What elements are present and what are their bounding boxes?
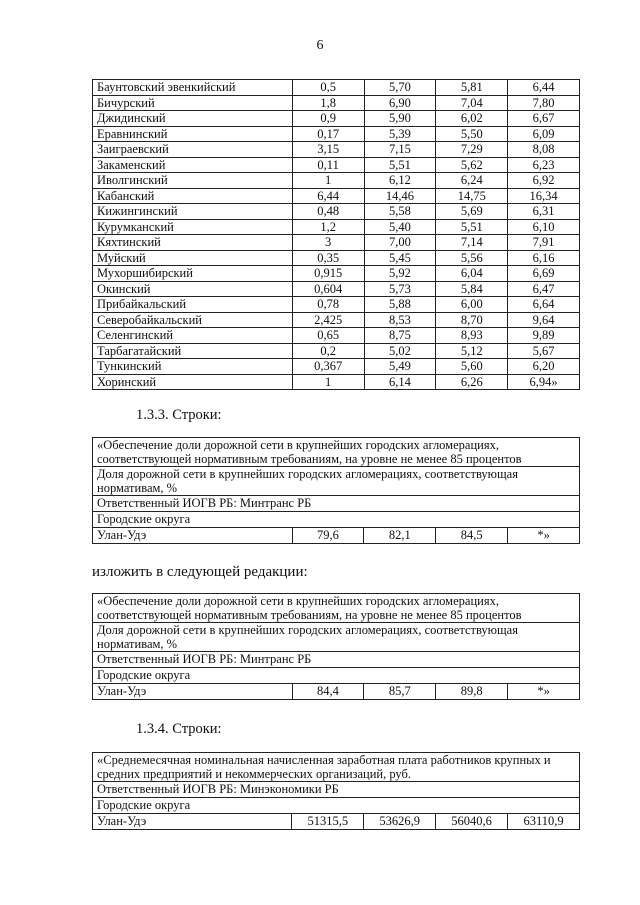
district-value-1: 3,15 xyxy=(292,142,364,158)
district-value-2: 5,45 xyxy=(364,250,436,266)
district-name: Муйский xyxy=(93,250,293,266)
districts-table xyxy=(92,79,580,390)
district-row xyxy=(93,80,580,96)
district-value-3: 7,29 xyxy=(436,142,508,158)
district-value-1: 0,915 xyxy=(292,266,364,282)
district-row xyxy=(93,235,580,251)
district-value-1: 1,8 xyxy=(292,95,364,111)
district-value-3: 7,14 xyxy=(436,235,508,251)
new-value-2: 85,7 xyxy=(364,684,436,700)
district-value-1: 0,367 xyxy=(292,359,364,375)
district-name: Хоринский xyxy=(93,374,293,390)
district-value-4: 6,47 xyxy=(508,281,580,297)
old-city-name: Улан-Удэ xyxy=(93,528,293,544)
district-value-1: 0,5 xyxy=(292,80,364,96)
new-city-name: Улан-Удэ xyxy=(93,684,293,700)
district-value-3: 5,56 xyxy=(436,250,508,266)
district-value-4: 5,67 xyxy=(508,343,580,359)
district-value-2: 8,53 xyxy=(364,312,436,328)
district-row xyxy=(93,343,580,359)
district-value-3: 5,69 xyxy=(436,204,508,220)
district-row xyxy=(93,374,580,390)
district-value-3: 6,26 xyxy=(436,374,508,390)
district-value-1: 0,9 xyxy=(292,111,364,127)
district-value-1: 1 xyxy=(292,374,364,390)
new-indicator-text: Доля дорожной сети в крупнейших городских агломерациях, соответствующая нормативам, % xyxy=(93,623,580,652)
district-value-1: 0,65 xyxy=(292,328,364,344)
district-value-3: 5,81 xyxy=(436,80,508,96)
salary-value-2: 53626,9 xyxy=(364,814,436,830)
district-value-2: 5,88 xyxy=(364,297,436,313)
district-value-3: 8,93 xyxy=(436,328,508,344)
district-value-2: 5,39 xyxy=(364,126,436,142)
old-value-1: 79,6 xyxy=(292,528,364,544)
salary-group-text: Городские округа xyxy=(93,798,580,814)
district-value-2: 5,02 xyxy=(364,343,436,359)
district-value-3: 6,24 xyxy=(436,173,508,189)
district-row xyxy=(93,297,580,313)
district-value-2: 5,92 xyxy=(364,266,436,282)
old-goal-text: «Обеспечение доли дорожной сети в крупнейших городских агломерациях, соответствующей нормативным требованиям, на уровне не менее 85 процентов xyxy=(93,438,580,467)
district-name: Окинский xyxy=(93,281,293,297)
district-value-4: 7,80 xyxy=(508,95,580,111)
district-row xyxy=(93,328,580,344)
district-value-3: 6,00 xyxy=(436,297,508,313)
district-value-2: 5,51 xyxy=(364,157,436,173)
district-name: Прибайкальский xyxy=(93,297,293,313)
district-row xyxy=(93,111,580,127)
district-value-3: 5,84 xyxy=(436,281,508,297)
district-value-4: 6,16 xyxy=(508,250,580,266)
replace-instruction: изложить в следующей редакции: xyxy=(92,564,308,580)
district-value-3: 5,62 xyxy=(436,157,508,173)
district-row xyxy=(93,126,580,142)
old-group-text: Городские округа xyxy=(93,512,580,528)
district-value-4: 8,08 xyxy=(508,142,580,158)
section-134-table xyxy=(92,752,580,830)
district-value-3: 5,12 xyxy=(436,343,508,359)
district-value-2: 5,73 xyxy=(364,281,436,297)
new-value-3: 89,8 xyxy=(436,684,508,700)
district-value-3: 5,50 xyxy=(436,126,508,142)
district-value-1: 3 xyxy=(292,235,364,251)
district-name: Мухоршибирский xyxy=(93,266,293,282)
district-name: Бичурский xyxy=(93,95,293,111)
district-value-2: 8,75 xyxy=(364,328,436,344)
district-value-1: 1,2 xyxy=(292,219,364,235)
district-value-4: 6,20 xyxy=(508,359,580,375)
district-value-1: 2,425 xyxy=(292,312,364,328)
old-value-3: 84,5 xyxy=(436,528,508,544)
district-value-2: 6,14 xyxy=(364,374,436,390)
district-value-1: 0,604 xyxy=(292,281,364,297)
district-value-4: 6,94» xyxy=(508,374,580,390)
district-value-2: 5,40 xyxy=(364,219,436,235)
district-row xyxy=(93,219,580,235)
old-value-4: *» xyxy=(508,528,580,544)
district-value-1: 0,48 xyxy=(292,204,364,220)
district-value-4: 6,67 xyxy=(508,111,580,127)
district-value-4: 6,10 xyxy=(508,219,580,235)
district-name: Джидинский xyxy=(93,111,293,127)
salary-city-name: Улан-Удэ xyxy=(93,814,292,830)
district-row xyxy=(93,359,580,375)
district-value-1: 0,2 xyxy=(292,343,364,359)
district-name: Кяхтинский xyxy=(93,235,293,251)
district-value-4: 6,92 xyxy=(508,173,580,189)
salary-responsible-text: Ответственный ИОГВ РБ: Минэкономики РБ xyxy=(93,782,580,798)
district-value-4: 6,44 xyxy=(508,80,580,96)
district-value-3: 7,04 xyxy=(436,95,508,111)
section-133-heading: 1.3.3. Строки: xyxy=(136,407,222,423)
district-value-4: 6,31 xyxy=(508,204,580,220)
district-name: Еравнинский xyxy=(93,126,293,142)
district-value-2: 6,12 xyxy=(364,173,436,189)
new-value-4: *» xyxy=(508,684,580,700)
district-row xyxy=(93,142,580,158)
section-133-old-table xyxy=(92,437,580,544)
district-row xyxy=(93,204,580,220)
district-value-2: 5,90 xyxy=(364,111,436,127)
district-row xyxy=(93,312,580,328)
district-value-3: 14,75 xyxy=(436,188,508,204)
district-value-3: 8,70 xyxy=(436,312,508,328)
district-name: Курумканский xyxy=(93,219,293,235)
salary-indicator-text: «Среднемесячная номинальная начисленная заработная плата работников крупных и средних предприятий и некоммерческих организаций, руб. xyxy=(93,753,580,782)
salary-value-1: 51315,5 xyxy=(292,814,364,830)
district-value-4: 9,89 xyxy=(508,328,580,344)
district-value-2: 14,46 xyxy=(364,188,436,204)
district-row xyxy=(93,281,580,297)
district-name: Заиграевский xyxy=(93,142,293,158)
district-name: Баунтовский эвенкийский xyxy=(93,80,293,96)
district-value-4: 6,64 xyxy=(508,297,580,313)
district-value-1: 0,17 xyxy=(292,126,364,142)
district-name: Тункинский xyxy=(93,359,293,375)
district-row xyxy=(93,250,580,266)
new-value-1: 84,4 xyxy=(292,684,364,700)
district-value-2: 7,00 xyxy=(364,235,436,251)
district-value-4: 6,69 xyxy=(508,266,580,282)
page-number: 6 xyxy=(316,38,324,53)
district-name: Иволгинский xyxy=(93,173,293,189)
district-value-3: 6,04 xyxy=(436,266,508,282)
salary-value-4: 63110,9 xyxy=(508,814,580,830)
district-name: Северобайкальский xyxy=(93,312,293,328)
district-name: Кабанский xyxy=(93,188,293,204)
district-name: Закаменский xyxy=(93,157,293,173)
new-responsible-text: Ответственный ИОГВ РБ: Минтранс РБ xyxy=(93,652,580,668)
district-value-1: 0,78 xyxy=(292,297,364,313)
district-value-2: 7,15 xyxy=(364,142,436,158)
district-name: Селенгинский xyxy=(93,328,293,344)
district-row xyxy=(93,188,580,204)
salary-value-3: 56040,6 xyxy=(436,814,508,830)
district-value-2: 5,49 xyxy=(364,359,436,375)
old-indicator-text: Доля дорожной сети в крупнейших городских агломерациях, соответствующая нормативам, % xyxy=(93,467,580,496)
old-value-2: 82,1 xyxy=(364,528,436,544)
district-row xyxy=(93,157,580,173)
district-value-4: 6,09 xyxy=(508,126,580,142)
district-name: Кижингинский xyxy=(93,204,293,220)
district-value-3: 5,60 xyxy=(436,359,508,375)
district-name: Тарбагатайский xyxy=(93,343,293,359)
district-row xyxy=(93,95,580,111)
district-value-4: 6,23 xyxy=(508,157,580,173)
district-value-1: 0,35 xyxy=(292,250,364,266)
district-value-3: 6,02 xyxy=(436,111,508,127)
district-row xyxy=(93,266,580,282)
district-value-1: 1 xyxy=(292,173,364,189)
district-value-2: 6,90 xyxy=(364,95,436,111)
district-value-1: 6,44 xyxy=(292,188,364,204)
district-value-3: 5,51 xyxy=(436,219,508,235)
district-value-2: 5,58 xyxy=(364,204,436,220)
district-value-4: 9,64 xyxy=(508,312,580,328)
district-value-1: 0,11 xyxy=(292,157,364,173)
new-goal-text: «Обеспечение доли дорожной сети в крупнейших городских агломерациях, соответствующей нормативным требованиям, на уровне не менее 85 процентов xyxy=(93,594,580,623)
district-value-4: 16,34 xyxy=(508,188,580,204)
district-value-2: 5,70 xyxy=(364,80,436,96)
new-group-text: Городские округа xyxy=(93,668,580,684)
old-responsible-text: Ответственный ИОГВ РБ: Минтранс РБ xyxy=(93,496,580,512)
section-133-new-table xyxy=(92,593,580,700)
district-row xyxy=(93,173,580,189)
section-134-heading: 1.3.4. Строки: xyxy=(136,721,222,737)
district-value-4: 7,91 xyxy=(508,235,580,251)
